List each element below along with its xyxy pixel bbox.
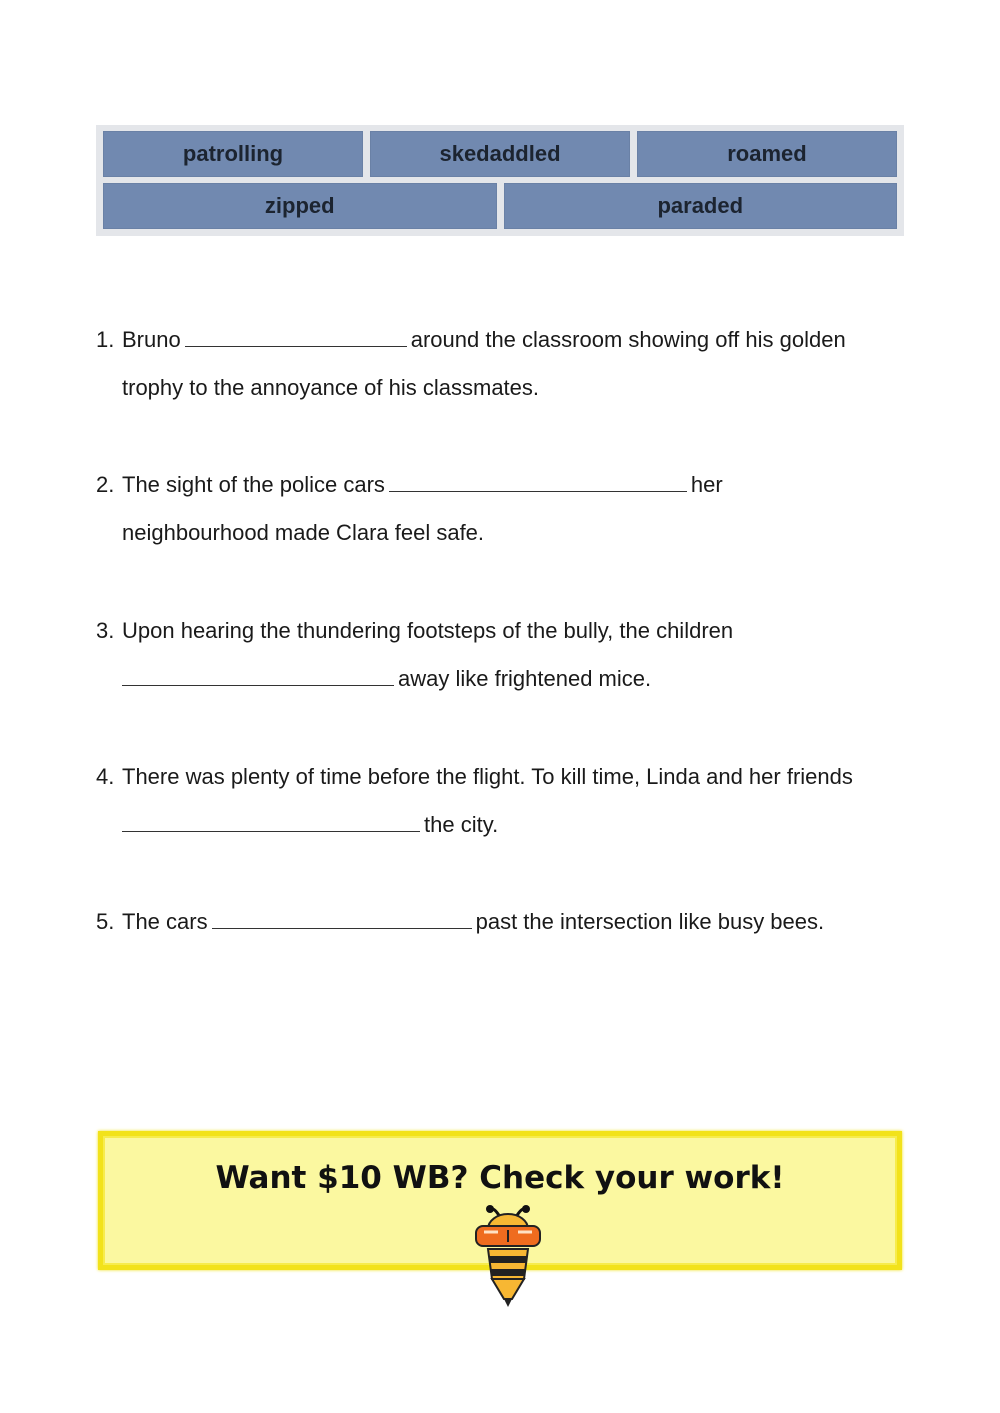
question-5 bbox=[96, 898, 916, 946]
question-text: Bruno bbox=[122, 327, 181, 352]
question-4 bbox=[96, 753, 916, 849]
question-number: 5. bbox=[96, 909, 115, 934]
question-3 bbox=[96, 607, 916, 703]
question-text: past the intersection like busy bees. bbox=[475, 909, 825, 934]
question-text: The sight of the police cars bbox=[122, 472, 385, 497]
question-text: around the classroom showing off his golden bbox=[410, 327, 846, 352]
answer-blank-1[interactable] bbox=[185, 326, 407, 347]
word-bank bbox=[96, 125, 904, 236]
answer-blank-4[interactable] bbox=[122, 811, 420, 832]
question-text: the city. bbox=[424, 812, 499, 837]
answer-blank-2[interactable] bbox=[389, 471, 687, 492]
word-chip-patrolling[interactable]: patrolling bbox=[103, 131, 363, 177]
question-number: 1. bbox=[96, 327, 115, 352]
word-chip-roamed[interactable]: roamed bbox=[637, 131, 897, 177]
word-bank-row-2 bbox=[103, 183, 897, 229]
question-number: 4. bbox=[96, 764, 115, 789]
question-text: away like frightened mice. bbox=[398, 666, 652, 691]
question-text: The cars bbox=[122, 909, 208, 934]
answer-blank-3[interactable] bbox=[122, 665, 394, 686]
question-number: 2. bbox=[96, 472, 115, 497]
word-chip-zipped[interactable]: zipped bbox=[103, 183, 497, 229]
question-text: trophy to the annoyance of his classmates. bbox=[122, 375, 540, 400]
word-bank-row-1 bbox=[103, 131, 897, 177]
question-1 bbox=[96, 316, 916, 412]
answer-blank-5[interactable] bbox=[212, 908, 472, 929]
question-text: Upon hearing the thundering footsteps of the bully, the children bbox=[122, 618, 734, 643]
question-text: There was plenty of time before the flight. To kill time, Linda and her friends bbox=[122, 764, 853, 789]
question-2 bbox=[96, 461, 916, 557]
banner-title: Want $10 WB? Check your work! bbox=[215, 1160, 785, 1196]
bee-with-sunglasses-icon bbox=[470, 1203, 546, 1309]
word-chip-skedaddled[interactable]: skedaddled bbox=[370, 131, 630, 177]
question-text: her bbox=[690, 472, 723, 497]
question-number: 3. bbox=[96, 618, 115, 643]
word-chip-paraded[interactable]: paraded bbox=[504, 183, 898, 229]
question-text: neighbourhood made Clara feel safe. bbox=[122, 520, 485, 545]
